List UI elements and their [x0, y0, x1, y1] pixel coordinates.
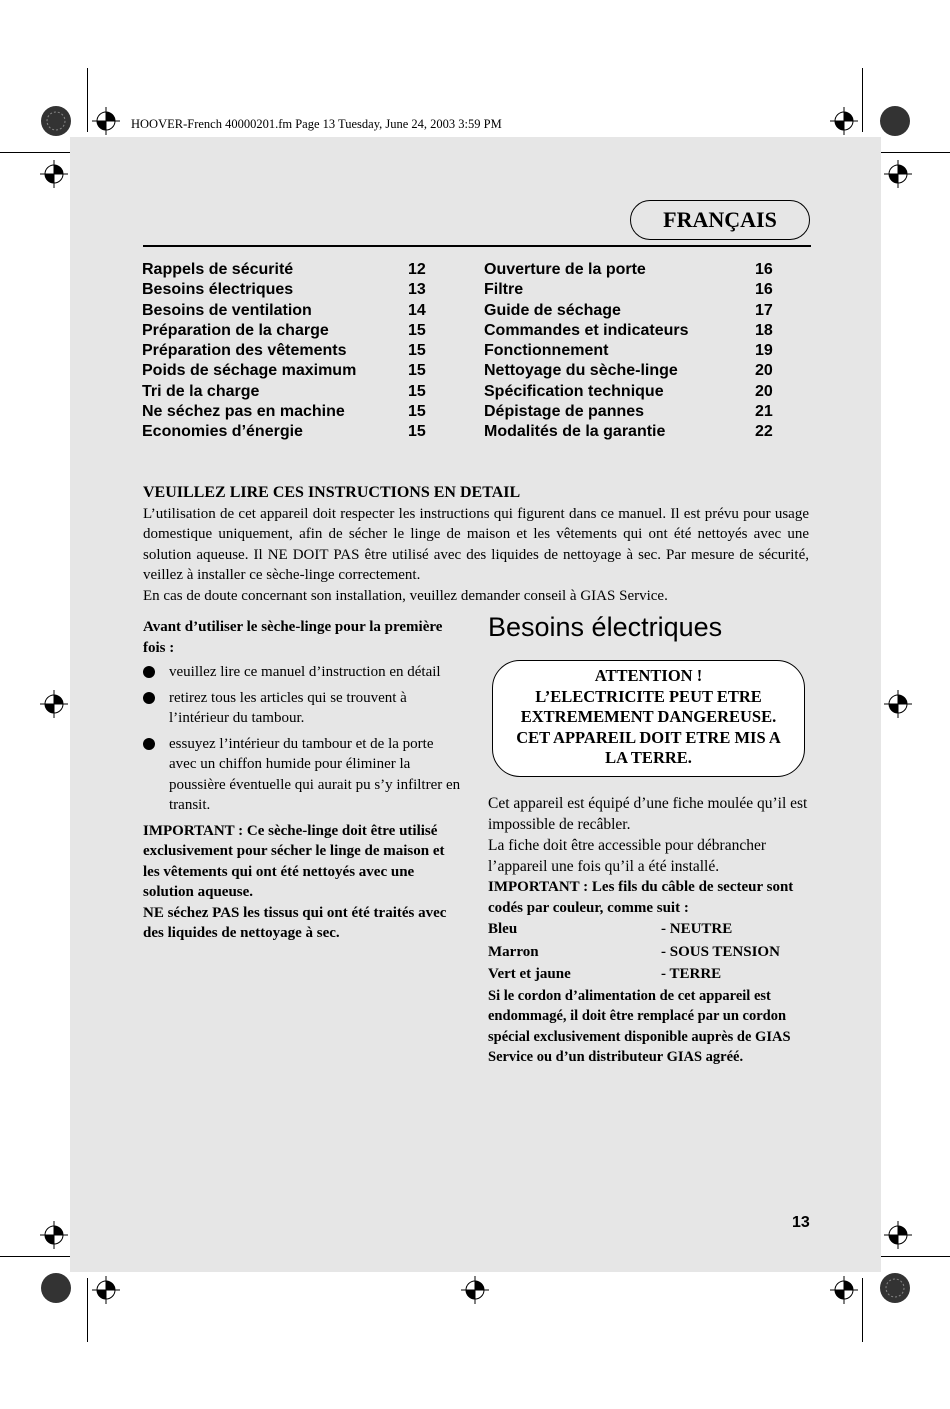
page-number: 13 [792, 1214, 810, 1231]
wire-row [488, 941, 810, 964]
language-label: FRANÇAIS [630, 200, 810, 240]
crop-mark [862, 68, 863, 132]
registration-target-icon [92, 107, 120, 135]
crop-mark [0, 152, 70, 153]
registration-target-icon [884, 690, 912, 718]
toc-page: 15 [408, 403, 426, 421]
bullet-icon [143, 666, 155, 678]
bullet-icon [143, 738, 155, 750]
toc-page: 21 [755, 403, 773, 421]
toc-page: 12 [408, 261, 426, 278]
important-note: IMPORTANT : Ce sèche-linge doit être utilisé exclusivement pour sécher le linge de maison et les vêtements qui ont été nettoyés avec une solution aqueuse. [143, 822, 445, 900]
toc-page: 15 [408, 342, 426, 360]
list-item-text: essuyez l’intérieur du tambour et de la porte avec un chiffon humide pour éliminer la poussière éventuelle qui aurait pu s’y infiltrer en transit. [169, 735, 461, 813]
list-item [143, 662, 461, 683]
toc-entry[interactable] [484, 341, 779, 361]
toc-label: Ouverture de la porte [484, 261, 646, 278]
intro-note: En cas de doute concernant son installation, veuillez demander conseil à GIAS Service. [143, 587, 668, 604]
toc-page: 17 [755, 301, 773, 319]
toc-page: 16 [755, 281, 773, 299]
starburst-mark-icon [40, 1272, 72, 1304]
toc-page: 20 [755, 362, 773, 380]
toc-label: Ne séchez pas en machine [142, 403, 345, 421]
toc-entry[interactable] [484, 321, 779, 341]
toc-label: Economies d’énergie [142, 423, 303, 441]
warning-box [492, 660, 805, 777]
section-title: Besoins électriques [488, 612, 723, 642]
list-item-text: retirez tous les articles qui se trouvent à l’intérieur du tambour. [169, 689, 407, 726]
registration-target-icon [830, 107, 858, 135]
toc-entry[interactable] [142, 382, 432, 402]
toc-page: 15 [408, 423, 426, 441]
list-item [143, 688, 461, 729]
toc-page: 19 [755, 342, 773, 360]
toc-page: 16 [755, 261, 773, 278]
toc-label: Commandes et indicateurs [484, 321, 689, 339]
cord-note: Si le cordon d’alimentation de cet appareil est endommagé, il doit être remplacé par un cordon spécial exclusivement disponible auprès de GIAS Service ou d’un distributeur GIAS agréé. [488, 987, 791, 1065]
toc-page: 20 [755, 382, 773, 400]
toc-entry[interactable] [484, 402, 779, 422]
registration-target-icon [884, 160, 912, 188]
crop-mark [881, 1256, 950, 1257]
toc-entry[interactable] [142, 361, 432, 381]
toc-page: 14 [408, 301, 426, 319]
intro-section [143, 483, 809, 606]
wire-row [488, 963, 810, 986]
registration-target-icon [40, 1221, 68, 1249]
access-paragraph: La fiche doit être accessible pour débrancher l’appareil une fois qu’il a été installé. [488, 837, 766, 875]
toc-entry[interactable] [484, 280, 779, 300]
plug-paragraph: Cet appareil est équipé d’une fiche moulée qu’il est impossible de recâbler. [488, 795, 808, 833]
toc-entry[interactable] [142, 422, 432, 442]
header-rule [143, 245, 811, 247]
registration-target-icon [884, 1221, 912, 1249]
toc-entry[interactable] [142, 402, 432, 422]
toc-label: Guide de séchage [484, 301, 621, 319]
toc-label: Rappels de sécurité [142, 261, 294, 278]
registration-target-icon [92, 1276, 120, 1304]
toc-page: 18 [755, 321, 773, 339]
before-use-section [143, 617, 461, 944]
electrical-section [488, 793, 810, 1068]
toc-entry[interactable] [484, 382, 779, 402]
print-header: HOOVER-French 40000201.fm Page 13 Tuesday, June 24, 2003 3:59 PM [131, 117, 502, 131]
toc-label: Fonctionnement [484, 342, 609, 360]
toc-entry[interactable] [142, 321, 432, 341]
toc-entry[interactable] [142, 341, 432, 361]
wire-meaning: - SOUS TENSION [661, 943, 780, 960]
registration-target-icon [40, 690, 68, 718]
toc-entry[interactable] [484, 260, 779, 280]
toc-page: 15 [408, 362, 426, 380]
registration-target-icon [830, 1276, 858, 1304]
crop-mark [862, 1278, 863, 1342]
toc-entry[interactable] [142, 301, 432, 321]
wire-meaning: - TERRE [661, 966, 722, 982]
wire-color: Vert et jaune [488, 966, 571, 982]
toc-left [142, 260, 432, 443]
toc-label: Spécification technique [484, 382, 664, 400]
toc-label: Dépistage de pannes [484, 403, 645, 421]
toc-label: Besoins électriques [142, 281, 294, 299]
list-item-text: veuillez lire ce manuel d’instruction en détail [169, 664, 441, 680]
registration-target-icon [40, 160, 68, 188]
bullet-icon [143, 692, 155, 704]
toc-page: 13 [408, 281, 426, 299]
registration-target-icon [461, 1276, 489, 1304]
intro-title: VEUILLEZ LIRE CES INSTRUCTIONS EN DETAIL [143, 484, 521, 501]
crop-mark [87, 68, 88, 132]
wire-color: Marron [488, 943, 539, 960]
wire-meaning: - NEUTRE [661, 921, 733, 937]
intro-paragraph: L’utilisation de cet appareil doit respecter les instructions qui figurent dans ce manuel. Il est prévu pour usage domestique uniquement, afin de sécher le linge de maison et les vêtements qui ont été nettoyés avec une solution aqueuse. Il NE DOIT PAS être utilisé avec des liquides de nettoyage à sec. Par mesure de sécurité, veillez à installer ce sèche-linge correctement. [143, 505, 809, 583]
toc-label: Préparation de la charge [142, 321, 329, 339]
warning-line: LA TERRE. [605, 748, 692, 767]
starburst-mark-icon [40, 105, 72, 137]
warning-line: CET APPAREIL DOIT ETRE MIS A [516, 727, 781, 747]
toc-entry[interactable] [142, 260, 432, 280]
wire-code-note: IMPORTANT : Les fils du câble de secteur sont codés par couleur, comme suit : [488, 879, 794, 916]
toc-right [484, 260, 779, 443]
dry-clean-warning: NE séchez PAS les tissus qui ont été traités avec des liquides de nettoyage à sec. [143, 904, 447, 941]
toc-page: 22 [755, 423, 773, 441]
wire-color: Bleu [488, 921, 518, 937]
crop-mark [881, 152, 950, 153]
starburst-mark-icon [879, 105, 911, 137]
toc-entry[interactable] [484, 422, 779, 442]
wire-row [488, 918, 810, 941]
before-use-heading: Avant d’utiliser le sèche-linge pour la première fois : [143, 619, 443, 656]
starburst-mark-icon [879, 1272, 911, 1304]
toc-entry[interactable] [142, 280, 432, 300]
crop-mark [0, 1256, 70, 1257]
toc-label: Nettoyage du sèche-linge [484, 362, 678, 380]
warning-line: ATTENTION ! [594, 666, 703, 685]
toc-entry[interactable] [484, 301, 779, 321]
toc-label: Poids de séchage maximum [142, 362, 357, 380]
toc-label: Besoins de ventilation [142, 301, 312, 319]
toc-page: 15 [408, 321, 426, 339]
toc-label: Modalités de la garantie [484, 423, 666, 441]
warning-line: EXTREMEMENT DANGEREUSE. [520, 707, 777, 726]
toc-entry[interactable] [484, 361, 779, 381]
crop-mark [87, 1278, 88, 1342]
toc-label: Préparation des vêtements [142, 342, 347, 360]
warning-line: L’ELECTRICITE PEUT ETRE [535, 686, 762, 706]
toc-page: 15 [408, 382, 426, 400]
list-item [143, 734, 461, 816]
toc-label: Tri de la charge [142, 382, 260, 400]
before-use-list [143, 662, 461, 816]
toc-label: Filtre [484, 281, 524, 299]
